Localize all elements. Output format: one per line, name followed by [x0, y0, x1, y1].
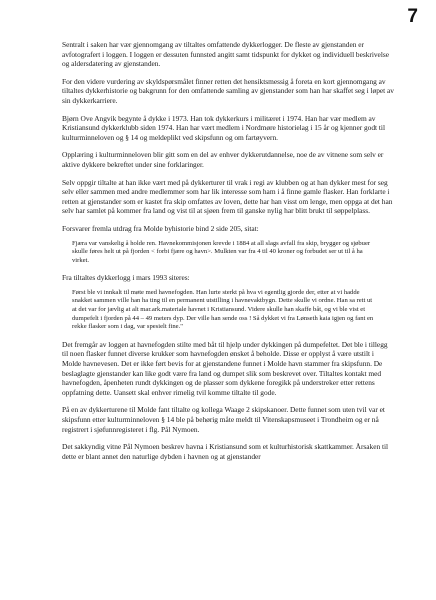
document-body [62, 40, 394, 469]
page-number: 7 [407, 6, 418, 27]
paragraph: Opplæring i kulturminneloven blir gitt som en del av enhver dykkerutdannelse, noe de av vitnene som selv er aktive dykkere bekreftet under sine forklaringer. [62, 150, 384, 169]
block-quote: Fjæra var vanskelig å holde ren. Havnekommisjonen krevde i 1884 at all slags avfall fra skip, brygger og sjøbuer skulle føres helt ut på fjorden < forbi fjære og havn>. Mulkten var fra 4 til 40 kroner og forbudet ser ut til å ha virket. [72, 239, 371, 264]
paragraph: Det sakkyndig vitne Pål Nymoen beskrev havna i Kristiansund som et kulturhistorisk skattkammer. Årsaken til dette er blant annet den naturlige dybden i havnen og at gjenstander [62, 442, 389, 461]
paragraph: Selv oppgir tiltalte at han ikke vært med på dykkerturer til vrak i regi av klubben og at han dykker mest for seg selv eller sammen med andre medlemmer som har lik interesse som ham i å finne gamle flasker. Han forklarte i retten at gjenstander som er kastet fra skip omfattes av loven, dette har han visst om lenge, men oppga at det han selv har samlet på kommer fra land og vist til at sjøen frem til ganske nylig har blitt brukt til søppelplass. [62, 177, 393, 216]
paragraph: For den videre vurdering av skyldspørsmålet finner retten det hensiktsmessig å foreta en kort gjennomgang av tiltaltes dykkerhistorie og bakgrunn for den omfattende samling av gjenstander som han har skaffet seg i løpet av sin dykkerkarriere. [62, 76, 394, 105]
paragraph: Fra tiltaltes dykkerlogg i mars 1993 siteres: [62, 273, 190, 283]
paragraph: Sentralt i saken har vær gjennomgang av tiltaltes omfattende dykkerlogger. De fleste av gjenstanden er avfotografert i loggen. I loggen er dessuten funnsted angitt samt tidspunkt for dykket og individuell beskrivelse og aldersdatering av gjenstanden. [62, 40, 389, 69]
paragraph: Forsvarer fremla utdrag fra Molde byhistorie bind 2 side 205, sitat: [62, 223, 259, 233]
paragraph: Det fremgår av loggen at havnefogden stilte med båt til hjelp under dykkingen på dumpefeltet. Det ble i tillegg til noen flasker funnet diverse krukker som havnefogden ønsket å beholde. Disse er opplyst å være utstilt i Molde havnevesen. Det er ikke ført bevis for at gjenstandene funnet i Molde havn stammer fra skipsfunn. De beslaglagte gjenstander kan like godt være fra land og dumpet slik som beskrevet over. Tiltaltes kontakt med havnefogden, åpenheten rundt dykkingen og de plasser som dykkene foregikk på understreker etter rettens oppfatning dette. Uansett skal enhver rimelig tvil komme tiltalte til gode. [62, 339, 388, 397]
paragraph: Bjørn Ove Angvik begynte å dykke i 1973. Han tok dykkerkurs i militæret i 1974. Han har vær medlem av Kristiansund dykkerklubb siden 1974. Han har vært medlem i Nordmøre historielag i 15 år og kjenner godt til kulturminneloven og § 14 og meldeplikt ved skipsfunn og om fartøyvern. [62, 113, 385, 142]
paragraph: På en av dykkerturene til Molde fant tiltalte og kollega Waage 2 skipskanoer. Dette funnet som uten tvil var et skipsfunn etter kulturminneloven § 14 ble på behørig måte meldt til Vitenskapsmuseet i Trondheim og er nå registrert i sjøfunnregisteret i flg. Pål Nymoen. [62, 405, 385, 434]
block-quote: Først ble vi innkalt til møte med havnefogden. Han lurte sterkt på hva vi egentlig gjorde der, etter at vi hadde snakket sammen ville han ha ting til en permanent utstilling i havnevaktbygn. Dette skulle vi ordne. Han sa rett ut at det var for jævlig at alt mar.ark.materiale havnet i Kristiansund. Videre skulle han skaffe båt, og vi ble vist et dumpefelt i fjorden på 44 – 49 meters dyp. Der ville han sende oss ! Så dykket vi fra Lønseth kaia igjen og fant en rekke flasker som i dag, var spesielt fine." [72, 288, 374, 331]
